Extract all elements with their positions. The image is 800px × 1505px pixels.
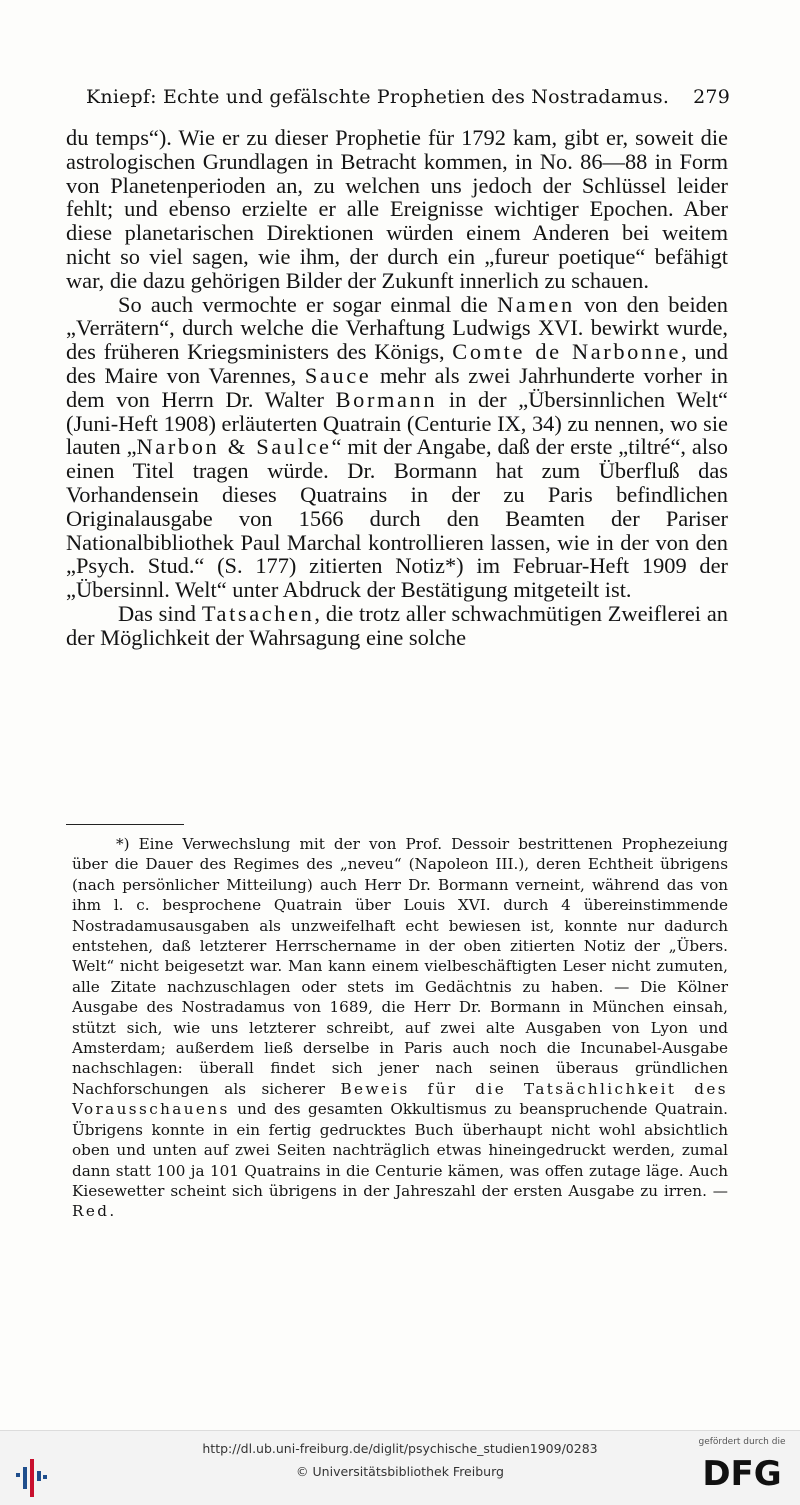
text-run: von den beiden „Verrätern“, durch welche die Verhaftung Ludwigs XVI. bewirkt wurde, des früheren Kriegsministers des Königs, <box>66 291 728 365</box>
running-head <box>86 86 730 108</box>
spaced-text: Comte de Narbonne <box>452 339 682 365</box>
text-run: *) Eine Verwechslung mit der von Prof. Dessoir bestrittenen Prophezeiung über die Dauer des Regimes des „neveu“ (Napoleon III.), deren Echtheit übrigens (nach persönlicher Mitteilung) auch Herr Dr. Bormann verneint, während das von ihm l. c. besprochene Quatrain über Louis XVI. durch 4 übereinstimmende Nostradamusausgaben als unzweifelhaft echt bewiesen ist, konnte nur dadurch entstehen, daß letzterer Herrschername in der oben zitierten Notiz der „Übers. Welt“ nicht beigesetzt war. Man kann einem vielbeschäftigten Leser nicht zumuten, alle Zitate nachzuschlagen oder stets im Gedächtnis zu haben. — Die Kölner Ausgabe des Nostradamus von 1689, die Herr Dr. Bormann in München einsah, stützt sich, wie uns letzterer schreibt, auf zwei alte Ausgaben von Lyon und Amsterdam; außerdem ließ derselbe in Paris auch noch die Incunabel-Ausgabe nachschlagen: überall findet sich jener nach seinen überaus gründlichen Nachforschungen als sicherer <box>72 835 728 1098</box>
paragraph-2 <box>66 293 728 602</box>
text-run: “ mit der Angabe, daß der erste „tiltré“, also einen Titel tragen würde. Dr. Bormann hat zum Überfluß das Vorhandensein dieses Quatrains in der zu Paris befindlichen Originalausgabe von 1566 durch den Beamten der Pariser Nationalbibliothek Paul Marchal kontrollieren lassen, wie in der von den „Psych. Stud.“ (S. 177) zitierten Notiz*) im Februar-Heft 1909 der „Übersinnl. Welt“ unter Abdruck der Bestätigung mitgeteilt ist. <box>66 434 728 603</box>
footnote <box>72 834 728 1222</box>
spaced-text: Bormann <box>335 386 438 412</box>
text-run: , die trotz aller schwachmütigen Zweiflerei an der Möglichkeit der Wahrsagung eine solche <box>66 600 728 650</box>
viewer-footer <box>0 1430 800 1505</box>
paragraph-3 <box>66 602 728 650</box>
footnote-text <box>72 834 728 1222</box>
spaced-text: Sauce <box>304 362 372 388</box>
text-run: in der „Übersinnlichen Welt“ (Juni-Heft 1908) erläuterten Quatrain (Centurie IX, 34) zu nennen, wo sie lauten „ <box>66 386 728 460</box>
text-run: und des gesamten Okkultismus zu beanspruchende Quatrain. Übrigens konnte in ein fertig gedrucktes Buch überhaupt nicht wohl absichtlich oben und unten auf zwei Seiten nachträglich etwas hineingedruckt werden, zumal dann statt 100 ja 101 Quatrains in die Centurie kämen, was offen zutage läge. Auch Kiesewetter scheint sich übrigens in der Jahreszahl der ersten Ausgabe zu irren. — <box>72 1100 728 1200</box>
spaced-text: Tatsachen <box>201 600 315 626</box>
text-run: , und des Maire von Varennes, <box>66 339 728 388</box>
spaced-text: Red. <box>72 1202 117 1221</box>
text-run: Das sind <box>118 600 202 626</box>
main-text <box>66 126 728 650</box>
permalink-url[interactable]: http://dl.ub.uni-freiburg.de/diglit/psychische_studien1909/0283 <box>202 1441 598 1456</box>
copyright-notice: © Universitätsbibliothek Freiburg <box>296 1464 504 1479</box>
paragraph-1: du temps“). Wie er zu dieser Prophetie für 1792 kam, gibt er, soweit die astrologischen Grundlagen in Betracht kommen, in No. 86—88 in Form von Planetenperioden an, zu welchen uns jedoch der Schlüssel leider fehlt; und ebenso erzielte er alle Ereignisse wichtiger Epochen. Aber diese planetarischen Direktionen würden einem Anderen bei weitem nicht so viel sagen, wie ihm, der durch ein „fureur poetique“ befähigt war, die dazu gehörigen Bilder der Zukunft innerlich zu schauen. <box>66 125 728 293</box>
page-number: 279 <box>693 86 730 108</box>
funded-label: gefördert durch die <box>698 1437 786 1447</box>
funding-notice <box>694 1437 790 1491</box>
spaced-text: Namen <box>497 291 575 317</box>
dfg-logo-text: DFG <box>702 1454 782 1491</box>
running-head-title: Kniepf: Echte und gefälschte Prophetien des Nostradamus. <box>86 86 670 108</box>
text-run: So auch vermochte er sogar einmal die <box>118 291 498 317</box>
footnote-separator <box>66 824 184 825</box>
spaced-text: Narbon & Saulce <box>136 434 332 460</box>
dfg-logo[interactable] <box>700 1451 784 1491</box>
text-run: mehr als zwei Jahrhunderte vorher in dem von Herrn Dr. Walter <box>66 362 728 412</box>
spaced-text: Beweis für die Tatsächlichkeit des Vorausschauens <box>72 1079 728 1119</box>
